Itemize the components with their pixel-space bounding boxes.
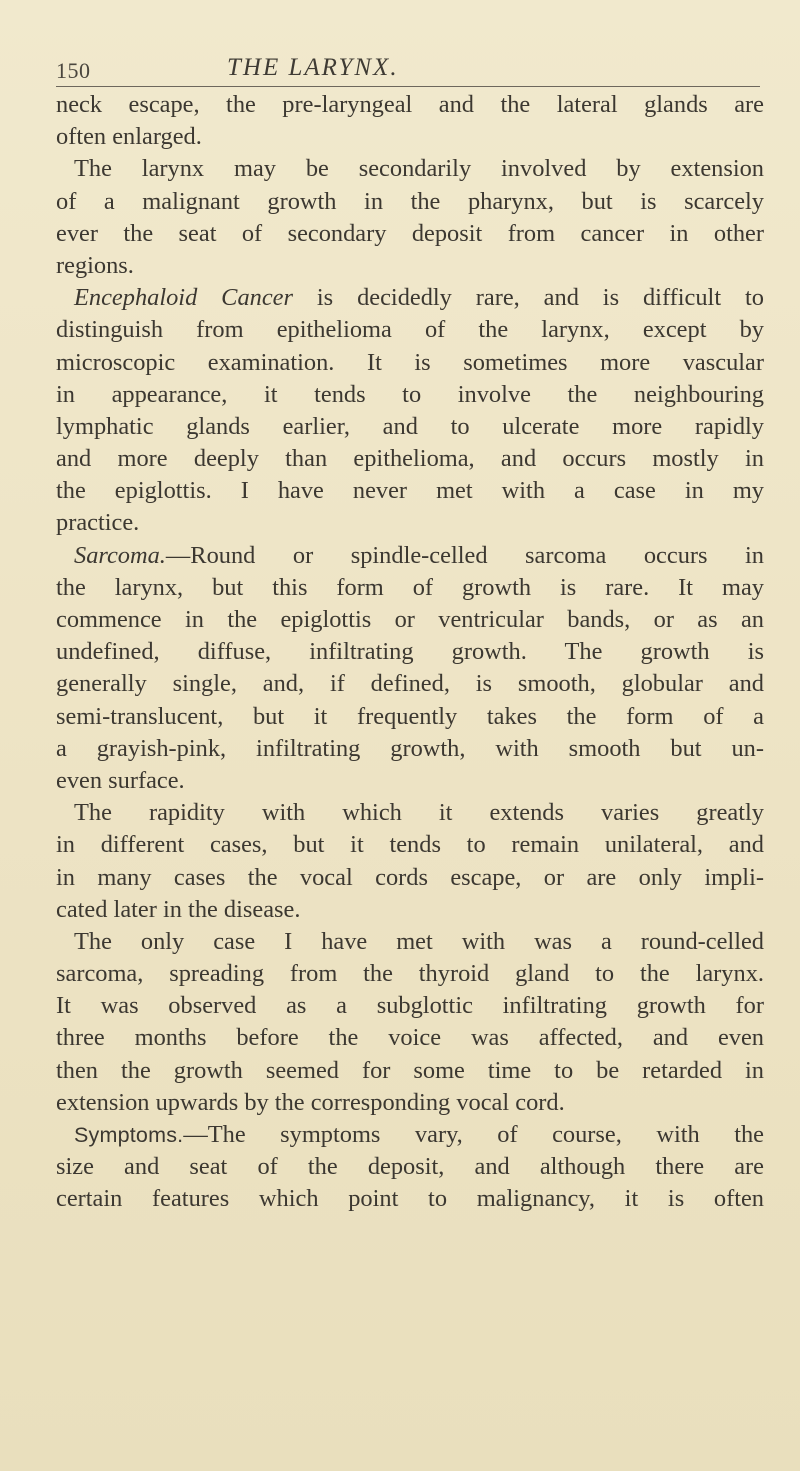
text-run: distinguish from epithelioma of the larynx, except by xyxy=(56,316,764,344)
text-line xyxy=(56,1087,764,1119)
text-run: microscopic examination. It is sometimes more vascular xyxy=(56,348,764,376)
text-run: in different cases, but it tends to remain unilateral, and xyxy=(56,831,764,859)
text-line xyxy=(56,89,764,121)
text-line xyxy=(56,1183,764,1215)
text-run: ever the seat of secondary deposit from cancer in other xyxy=(56,219,764,247)
text-run: extension upwards by the corresponding vocal cord. xyxy=(56,1088,565,1116)
running-title: THE LARYNX. xyxy=(227,54,399,81)
text-line xyxy=(56,1022,764,1054)
text-line xyxy=(56,701,764,733)
text-line xyxy=(56,475,764,507)
text-run: commence in the epiglottis or ventricular bands, or as an xyxy=(56,606,764,633)
text-run: in appearance, it tends to involve the neighbouring xyxy=(56,380,764,408)
text-line xyxy=(56,1151,764,1183)
text-run: is decidedly rare, and is difficult to xyxy=(292,284,764,312)
text-run: the epiglottis. I have never met with a case in my xyxy=(56,477,764,505)
text-line xyxy=(56,990,764,1022)
italic-heading: Sarcoma. xyxy=(74,541,166,569)
text-line xyxy=(56,1055,764,1087)
text-run: semi-translucent, but it frequently takes the form of a xyxy=(56,702,764,730)
text-run: a grayish-pink, infiltrating growth, with smooth but un- xyxy=(56,734,764,762)
text-line xyxy=(56,411,764,443)
text-line xyxy=(56,1119,764,1151)
text-run: in many cases the vocal cords escape, or are only impli- xyxy=(56,863,764,891)
text-line xyxy=(56,926,764,958)
text-line xyxy=(56,186,764,218)
text-line xyxy=(56,250,764,282)
text-line xyxy=(56,314,764,346)
text-line xyxy=(56,958,764,990)
text-run: even surface. xyxy=(56,766,185,794)
text-line xyxy=(56,765,764,797)
text-run: neck escape, the pre-laryngeal and the lateral glands are xyxy=(56,91,764,118)
text-line xyxy=(56,636,764,668)
running-head xyxy=(56,54,760,88)
text-run: —Round or spindle-celled sarcoma occurs in xyxy=(165,541,764,569)
text-run: practice. xyxy=(56,509,140,537)
text-line xyxy=(56,572,764,604)
text-run: lymphatic glands earlier, and to ulcerate more rapidly xyxy=(56,412,764,440)
text-run: The only case I have met with was a round-celled xyxy=(74,927,764,955)
text-line xyxy=(56,153,764,185)
text-line xyxy=(56,829,764,861)
text-line xyxy=(56,507,764,539)
text-run: The larynx may be secondarily involved by extension xyxy=(74,155,764,183)
text-run: undefined, diffuse, infiltrating growth. The growth is xyxy=(56,638,764,666)
text-line xyxy=(56,797,764,829)
text-run: three months before the voice was affected, and even xyxy=(56,1024,764,1052)
header-rule xyxy=(56,86,760,87)
italic-heading: Encephaloid Cancer xyxy=(74,284,293,312)
text-line xyxy=(56,668,764,700)
text-line xyxy=(56,733,764,765)
text-run: The rapidity with which it extends varies greatly xyxy=(74,799,764,827)
text-run: of a malignant growth in the pharynx, but is scarcely xyxy=(56,187,764,215)
text-run: the larynx, but this form of growth is rare. It may xyxy=(56,573,764,601)
text-line xyxy=(56,540,764,572)
page-number: 150 xyxy=(56,58,91,83)
text-line xyxy=(56,862,764,894)
text-run: often enlarged. xyxy=(56,123,202,151)
text-run: cated later in the disease. xyxy=(56,895,301,923)
text-run: then the growth seemed for some time to be retarded in xyxy=(56,1056,764,1084)
section-heading: Symptoms. xyxy=(74,1123,184,1147)
text-run: size and seat of the deposit, and although there are xyxy=(56,1153,764,1181)
text-run: —The symptoms vary, of course, with the xyxy=(183,1121,764,1148)
text-line xyxy=(56,282,764,314)
text-run: certain features which point to malignancy, it is often xyxy=(56,1185,764,1213)
text-line xyxy=(56,121,764,153)
text-line xyxy=(56,347,764,379)
text-run: generally single, and, if defined, is smooth, globular and xyxy=(56,670,764,698)
text-line xyxy=(56,894,764,926)
text-line xyxy=(56,604,764,636)
body-text xyxy=(56,89,764,1216)
text-run: and more deeply than epithelioma, and occurs mostly in xyxy=(56,445,764,473)
text-line xyxy=(56,443,764,475)
text-run: It was observed as a subglottic infiltrating growth for xyxy=(56,992,764,1020)
text-run: regions. xyxy=(56,251,134,279)
text-line xyxy=(56,218,764,250)
text-line xyxy=(56,379,764,411)
text-run: sarcoma, spreading from the thyroid gland to the larynx. xyxy=(56,960,764,988)
